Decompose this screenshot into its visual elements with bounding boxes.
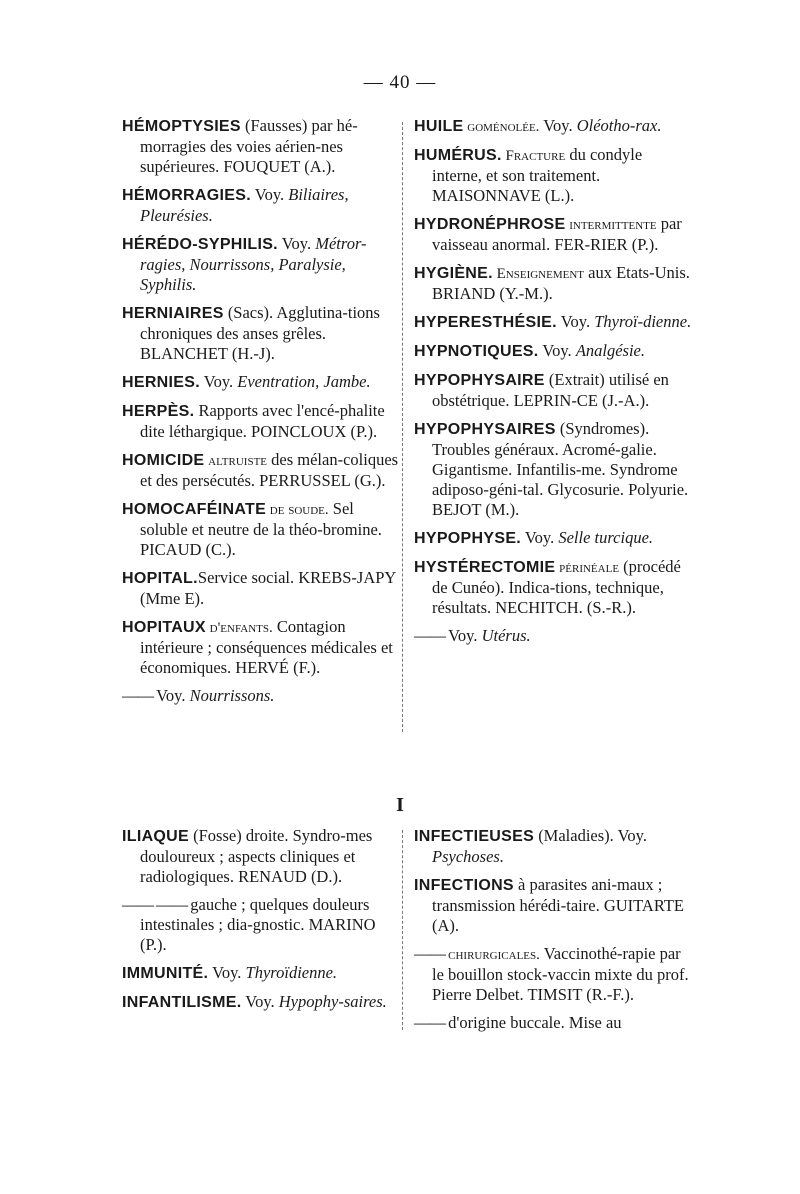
- entry-reference: Selle turcique.: [558, 528, 654, 547]
- entry-qualifier: périnéale: [555, 560, 620, 576]
- entry-reference: Psychoses.: [432, 847, 504, 866]
- entry-text: (procédé de Cunéo). Indica-tions, technique, résultats. NECHITCH. (S.-R.).: [432, 557, 681, 617]
- index-entry: [122, 617, 400, 678]
- entry-heading: HOPITAL.: [122, 570, 198, 587]
- entry-text: (Maladies). Voy.: [534, 826, 647, 845]
- index-entry: [122, 185, 400, 226]
- index-entry: [122, 895, 400, 955]
- entry-qualifier: goménolée.: [463, 119, 540, 135]
- index-entry: [122, 826, 400, 887]
- entry-reference: Biliaires, Pleurésies.: [140, 185, 349, 225]
- entry-dash: ——: [122, 686, 157, 705]
- index-entry: [122, 499, 400, 560]
- index-entry: [122, 372, 400, 393]
- index-entry: [122, 116, 400, 177]
- entry-heading: HÉRÉDO-SYPHILIS.: [122, 236, 278, 253]
- entry-heading: HYPERESTHÉSIE.: [414, 314, 557, 331]
- index-entry: [414, 312, 692, 333]
- entry-heading: INFECTIONS: [414, 877, 514, 894]
- index-entry: [414, 419, 692, 520]
- entry-reference: Analgésie.: [575, 341, 646, 360]
- index-entry: [414, 116, 692, 137]
- entry-text: des mélan-coliques et des persécutés. PERRUSSEL (G.).: [140, 450, 399, 490]
- entry-text: par vaisseau anormal. FER-RIER (P.).: [432, 214, 682, 254]
- entry-text: Voy.: [521, 528, 559, 547]
- index-entry: [414, 145, 692, 206]
- entry-text: Voy.: [208, 963, 246, 982]
- entry-heading: IMMUNITÉ.: [122, 965, 209, 982]
- column-divider-top: [402, 122, 403, 732]
- entry-heading: HYPNOTIQUES.: [414, 343, 539, 360]
- index-entry: [122, 963, 400, 984]
- entry-reference: Thyroï-dienne.: [594, 312, 692, 331]
- entry-text: (Fausses) par hé-morragies des voies aérien-nes supérieures. FOUQUET (A.).: [140, 116, 358, 176]
- entry-heading: HERNIES.: [122, 374, 200, 391]
- entry-heading: INFECTIEUSES: [414, 828, 535, 845]
- index-entry: [414, 214, 692, 255]
- index-entry: [122, 303, 400, 364]
- index-column-bottom-right: [414, 826, 692, 1041]
- entry-reference: Utérus.: [481, 626, 531, 645]
- entry-text: Voy.: [448, 626, 482, 645]
- entry-dash: ——: [414, 944, 449, 963]
- index-entry: [122, 450, 400, 491]
- entry-heading: HOPITAUX: [122, 619, 206, 636]
- entry-heading: ILIAQUE: [122, 828, 189, 845]
- entry-heading: HUILE: [414, 118, 464, 135]
- column-divider-bottom: [402, 830, 403, 1030]
- entry-text: du condyle interne, et son traitement. MAISONNAVE (L.).: [432, 145, 643, 205]
- entry-heading: HYPOPHYSAIRE: [414, 372, 545, 389]
- entry-reference: Thyroïdienne.: [245, 963, 338, 982]
- entry-heading: HYSTÉRECTOMIE: [414, 559, 556, 576]
- entry-text: Voy.: [277, 234, 316, 253]
- entry-heading: HÉMORRAGIES.: [122, 187, 251, 204]
- entry-heading: HUMÉRUS.: [414, 147, 502, 164]
- index-entry: [414, 875, 692, 936]
- entry-qualifier: chirurgicales.: [448, 947, 540, 963]
- entry-heading: INFANTILISME.: [122, 994, 242, 1011]
- index-column-top-right: [414, 116, 692, 654]
- entry-heading: HYGIÈNE.: [414, 265, 493, 282]
- entry-heading: HYPOPHYSAIRES: [414, 421, 556, 438]
- entry-reference: Métror-ragies, Nourrissons, Paralysie, Syphilis.: [140, 234, 367, 294]
- entry-qualifier: altruiste: [204, 453, 268, 469]
- entry-reference: Hypophy-saires.: [278, 992, 387, 1011]
- entry-text: Voy.: [538, 341, 576, 360]
- entry-text: Voy.: [250, 185, 289, 204]
- entry-text: (Extrait) utilisé en obstétrique. LEPRIN-CE (J.-A.).: [432, 370, 669, 410]
- entry-text: Voy.: [539, 116, 577, 135]
- entry-text: Voy.: [156, 686, 190, 705]
- entry-qualifier: d'enfants.: [205, 620, 273, 636]
- entry-text: Sel soluble et neutre de la théo-bromine. PICAUD (C.).: [140, 499, 382, 559]
- entry-heading: HÉMOPTYSIES: [122, 118, 241, 135]
- index-entry: [122, 568, 400, 609]
- entry-text: Voy.: [241, 992, 279, 1011]
- index-entry: [414, 944, 692, 1005]
- entry-dash: —— ——: [122, 895, 191, 914]
- index-entry: [122, 992, 400, 1013]
- entry-qualifier: de soude.: [266, 502, 329, 518]
- entry-heading: HOMOCAFÉINATE: [122, 501, 267, 518]
- entry-text: d'origine buccale. Mise au: [448, 1013, 622, 1032]
- index-entry: [122, 401, 400, 442]
- index-entry: [414, 626, 692, 646]
- entry-text: aux Etats-Unis. BRIAND (Y.-M.).: [432, 263, 690, 303]
- entry-text: Contagion intérieure ; conséquences médicales et économiques. HERVÉ (F.).: [140, 617, 393, 677]
- entry-dash: ——: [414, 626, 449, 645]
- entry-heading: HOMICIDE: [122, 452, 205, 469]
- entry-text: Vaccinothé-rapie par le bouillon stock-vaccin mixte du prof. Pierre Delbet. TIMSIT (R.-F.).: [432, 944, 689, 1004]
- entry-reference: Nourrissons.: [189, 686, 275, 705]
- entry-text: (Fosse) droite. Syndro-mes douloureux ; aspects cliniques et radiologiques. RENAUD (D.).: [140, 826, 373, 886]
- entry-qualifier: Enseignement: [492, 266, 585, 282]
- section-letter: I: [396, 794, 404, 816]
- entry-text: Rapports avec l'encé-phalite dite léthargique. POINCLOUX (P.).: [140, 401, 385, 441]
- entry-text: gauche ; quelques douleurs intestinales ; dia-gnostic. MARINO (P.).: [140, 895, 376, 954]
- index-entry: [414, 370, 692, 411]
- entry-qualifier: Fracture: [501, 148, 566, 164]
- index-column-bottom-left: [122, 826, 400, 1021]
- index-entry: [414, 826, 692, 867]
- index-entry: [414, 263, 692, 304]
- entry-text: Voy.: [556, 312, 595, 331]
- index-column-top-left: [122, 116, 400, 714]
- index-entry: [414, 341, 692, 362]
- entry-heading: HERPÈS.: [122, 403, 195, 420]
- entry-heading: HYDRONÉPHROSE: [414, 216, 566, 233]
- index-entry: [122, 234, 400, 295]
- entry-text: Voy.: [199, 372, 238, 391]
- index-entry: [414, 528, 692, 549]
- entry-text: à parasites ani-maux ; transmission hérédi-taire. GUITARTE (A).: [432, 875, 684, 935]
- index-entry: [414, 1013, 692, 1033]
- entry-qualifier: intermittente: [565, 217, 657, 233]
- entry-heading: HERNIAIRES: [122, 305, 224, 322]
- page-number: — 40 —: [363, 72, 437, 93]
- entry-heading: HYPOPHYSE.: [414, 530, 522, 547]
- entry-text: Service social. KREBS-JAPY (Mme E).: [140, 568, 396, 608]
- index-entry: [122, 686, 400, 706]
- entry-reference: Eventration, Jambe.: [237, 372, 371, 391]
- index-entry: [414, 557, 692, 618]
- entry-text: (Sacs). Agglutina-tions chroniques des anses grêles. BLANCHET (H.-J).: [140, 303, 380, 363]
- entry-text: (Syndromes). Troubles généraux. Acromé-galie. Gigantisme. Infantilis-me. Syndrome adiposo-géni-tal. Glycosurie. Polyurie. BEJOT (M.).: [432, 419, 689, 519]
- entry-dash: ——: [414, 1013, 449, 1032]
- entry-reference: Oléotho-rax.: [576, 116, 662, 135]
